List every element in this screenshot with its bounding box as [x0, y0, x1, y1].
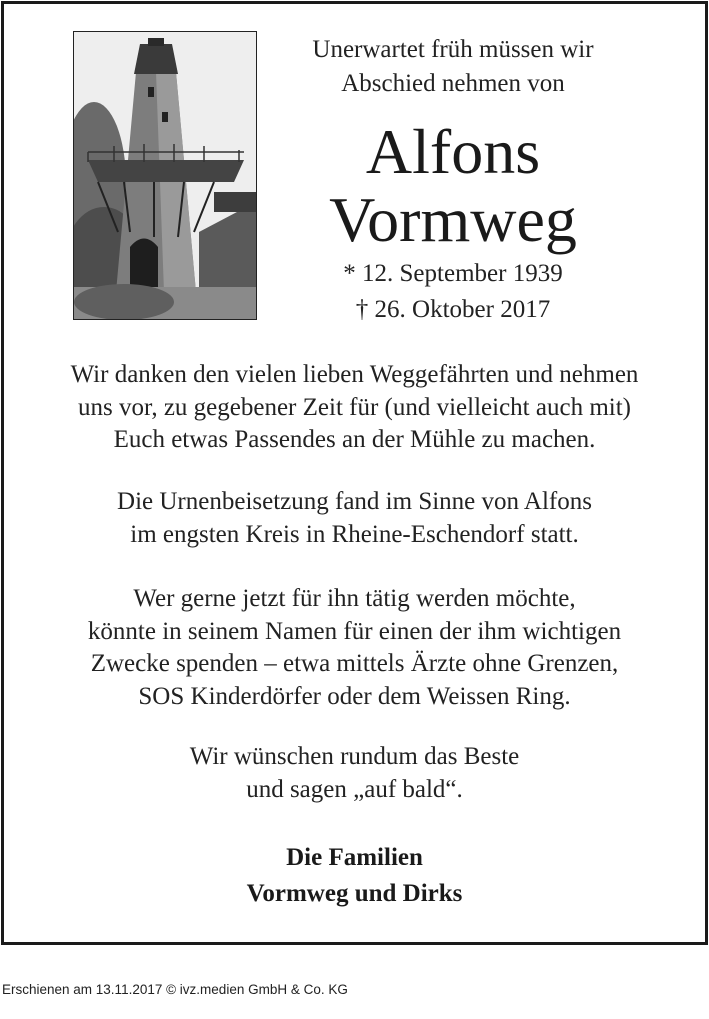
signature-line: Die Familien [286, 844, 423, 871]
paragraph-donations [4, 583, 705, 713]
intro-line: Unerwartet früh müssen wir [312, 36, 594, 63]
intro-text [258, 33, 648, 101]
paragraph-line: und sagen „auf bald“. [246, 775, 463, 803]
paragraph-line: im engsten Kreis in Rheine-Eschendorf statt. [130, 520, 579, 548]
intro-line: Abschied nehmen von [341, 70, 565, 97]
signature-line: Vormweg und Dirks [246, 880, 463, 907]
paragraph-burial [4, 486, 705, 551]
last-name: Vormweg [329, 184, 577, 255]
paragraph-line: Euch etwas Passendes an der Mühle zu machen. [113, 426, 596, 453]
death-date: † 26. Oktober 2017 [355, 296, 551, 323]
paragraph-line: Wir wünschen rundum das Beste [189, 743, 520, 770]
windmill-photo [73, 31, 257, 320]
paragraph-line: Zwecke spenden – etwa mittels Ärzte ohne Grenzen, [90, 650, 619, 677]
paragraph-line: uns vor, zu gegebener Zeit für (und vielleicht auch mit) [78, 393, 631, 421]
life-dates [258, 256, 648, 328]
paragraph-line: Wir danken den vielen lieben Weggefährten und nehmen [70, 361, 639, 388]
publication-footer: Erschienen am 13.11.2017 © ivz.medien GmbH & Co. KG [2, 982, 348, 997]
paragraph-farewell [4, 741, 705, 806]
paragraph-line: Wer gerne jetzt für ihn tätig werden möchte, [133, 585, 576, 612]
paragraph-line: Die Urnenbeisetzung fand im Sinne von Alfons [117, 488, 592, 515]
paragraph-thanks [4, 359, 705, 457]
first-name: Alfons [365, 116, 541, 187]
paragraph-line: könnte in seinem Namen für einen der ihm wichtigen [87, 617, 622, 645]
paragraph-line: SOS Kinderdörfer oder dem Weissen Ring. [138, 682, 571, 710]
birth-date: * 12. September 1939 [343, 260, 563, 287]
deceased-name [258, 118, 648, 254]
signature [4, 840, 705, 912]
